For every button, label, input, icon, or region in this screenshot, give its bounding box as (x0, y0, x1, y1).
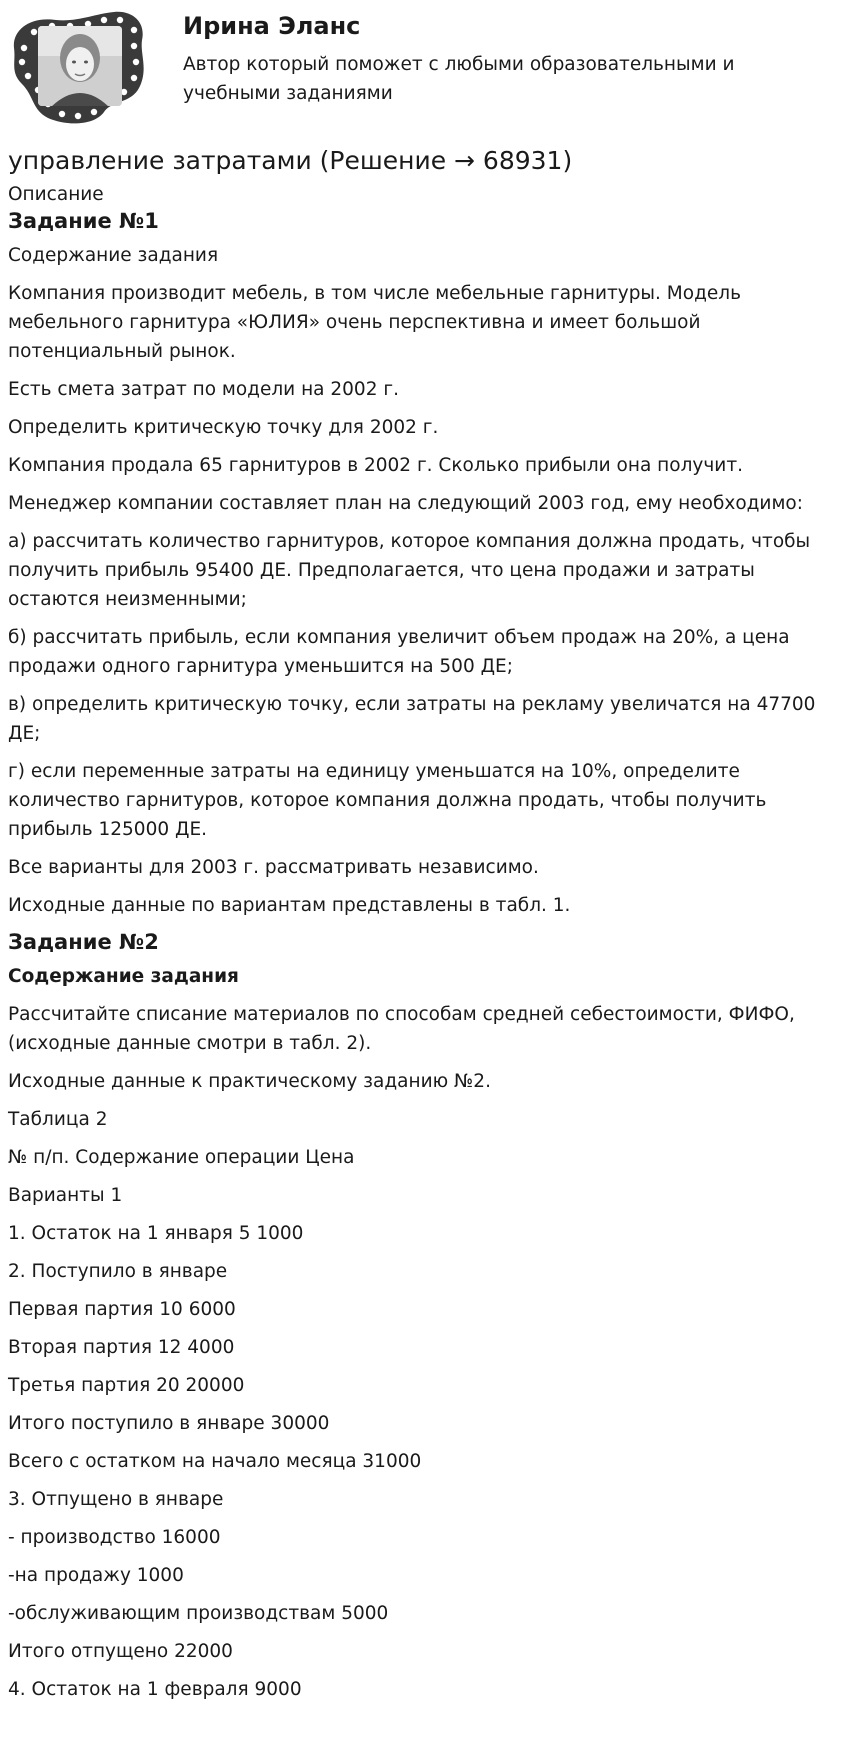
task2-paragraph: 3. Отпущено в январе (8, 1489, 224, 1510)
task2-paragraph: Первая партия 10 6000 (8, 1299, 236, 1320)
task1-paragraph: а) рассчитать количество гарнитуров, которое компания должна продать, чтобы получить прибыль 95400 ДЕ. Предполагается, что цена продажи и затраты остаются неизменными; (8, 531, 811, 610)
task1-heading: Задание №1 (8, 209, 159, 233)
task1-paragraph: Содержание задания (8, 245, 219, 266)
task2-paragraph: № п/п. Содержание операции Цена (8, 1147, 355, 1168)
task1-paragraph: Компания продала 65 гарнитуров в 2002 г. Сколько прибыли она получит. (8, 455, 743, 476)
author-card (8, 0, 839, 143)
task1-paragraph: Все варианты для 2003 г. рассматривать независимо. (8, 857, 539, 878)
task2-subheading: Содержание задания (8, 966, 239, 987)
task2-paragraph: 2. Поступило в январе (8, 1261, 228, 1282)
task2-paragraph: Исходные данные к практическому заданию №2. (8, 1071, 491, 1092)
task1-paragraph: Есть смета затрат по модели на 2002 г. (8, 379, 399, 400)
task2-paragraph: Вторая партия 12 4000 (8, 1337, 235, 1358)
task1-paragraph: Компания производит мебель, в том числе мебельные гарнитуры. Модель мебельного гарнитура «ЮЛИЯ» очень перспективна и имеет большой потенциальный рынок. (8, 283, 741, 362)
task2-paragraph: Итого поступило в январе 30000 (8, 1413, 330, 1434)
task2-paragraph: -на продажу 1000 (8, 1565, 184, 1586)
task1-paragraph: б) рассчитать прибыль, если компания увеличит объем продаж на 20%, а цена продажи одного гарнитура уменьшится на 500 ДЕ; (8, 627, 790, 677)
task2-paragraph: - производство 16000 (8, 1527, 221, 1548)
task2-paragraph: Рассчитайте списание материалов по способам средней себестоимости, ФИФО, (исходные данные смотри в табл. 2). (8, 1004, 795, 1054)
task2-paragraph: 4. Остаток на 1 февраля 9000 (8, 1679, 302, 1700)
task2-paragraph: Варианты 1 (8, 1185, 123, 1206)
task2-paragraph: Третья партия 20 20000 (8, 1375, 245, 1396)
task2-heading: Задание №2 (8, 930, 159, 954)
task1-paragraph: Определить критическую точку для 2002 г. (8, 417, 439, 438)
task2-paragraph: -обслуживающим производствам 5000 (8, 1603, 389, 1624)
author-info (183, 8, 803, 108)
task1-paragraph: в) определить критическую точку, если затраты на рекламу увеличатся на 47700 ДЕ; (8, 694, 816, 744)
task1-paragraph: г) если переменные затраты на единицу уменьшатся на 10%, определите количество гарнитуров, которое компания должна продать, чтобы получить прибыль 125000 ДЕ. (8, 761, 767, 840)
task2-paragraph: 1. Остаток на 1 января 5 1000 (8, 1223, 304, 1244)
task1-paragraph: Исходные данные по вариантам представлены в табл. 1. (8, 895, 571, 916)
document-title: управление затратами (Решение → 68931) (8, 146, 573, 175)
task2-paragraph: Таблица 2 (8, 1109, 108, 1130)
author-name[interactable]: Ирина Эланс (183, 12, 361, 40)
author-photo-film-frame-icon[interactable] (8, 8, 150, 128)
author-description: Автор который поможет с любыми образовательными и учебными заданиями (183, 54, 735, 104)
task1-paragraph: Менеджер компании составляет план на следующий 2003 год, ему необходимо: (8, 493, 803, 514)
task2-paragraph: Всего с остатком на начало месяца 31000 (8, 1451, 422, 1472)
description-label: Описание (8, 184, 104, 205)
task2-paragraph: Итого отпущено 22000 (8, 1641, 233, 1662)
